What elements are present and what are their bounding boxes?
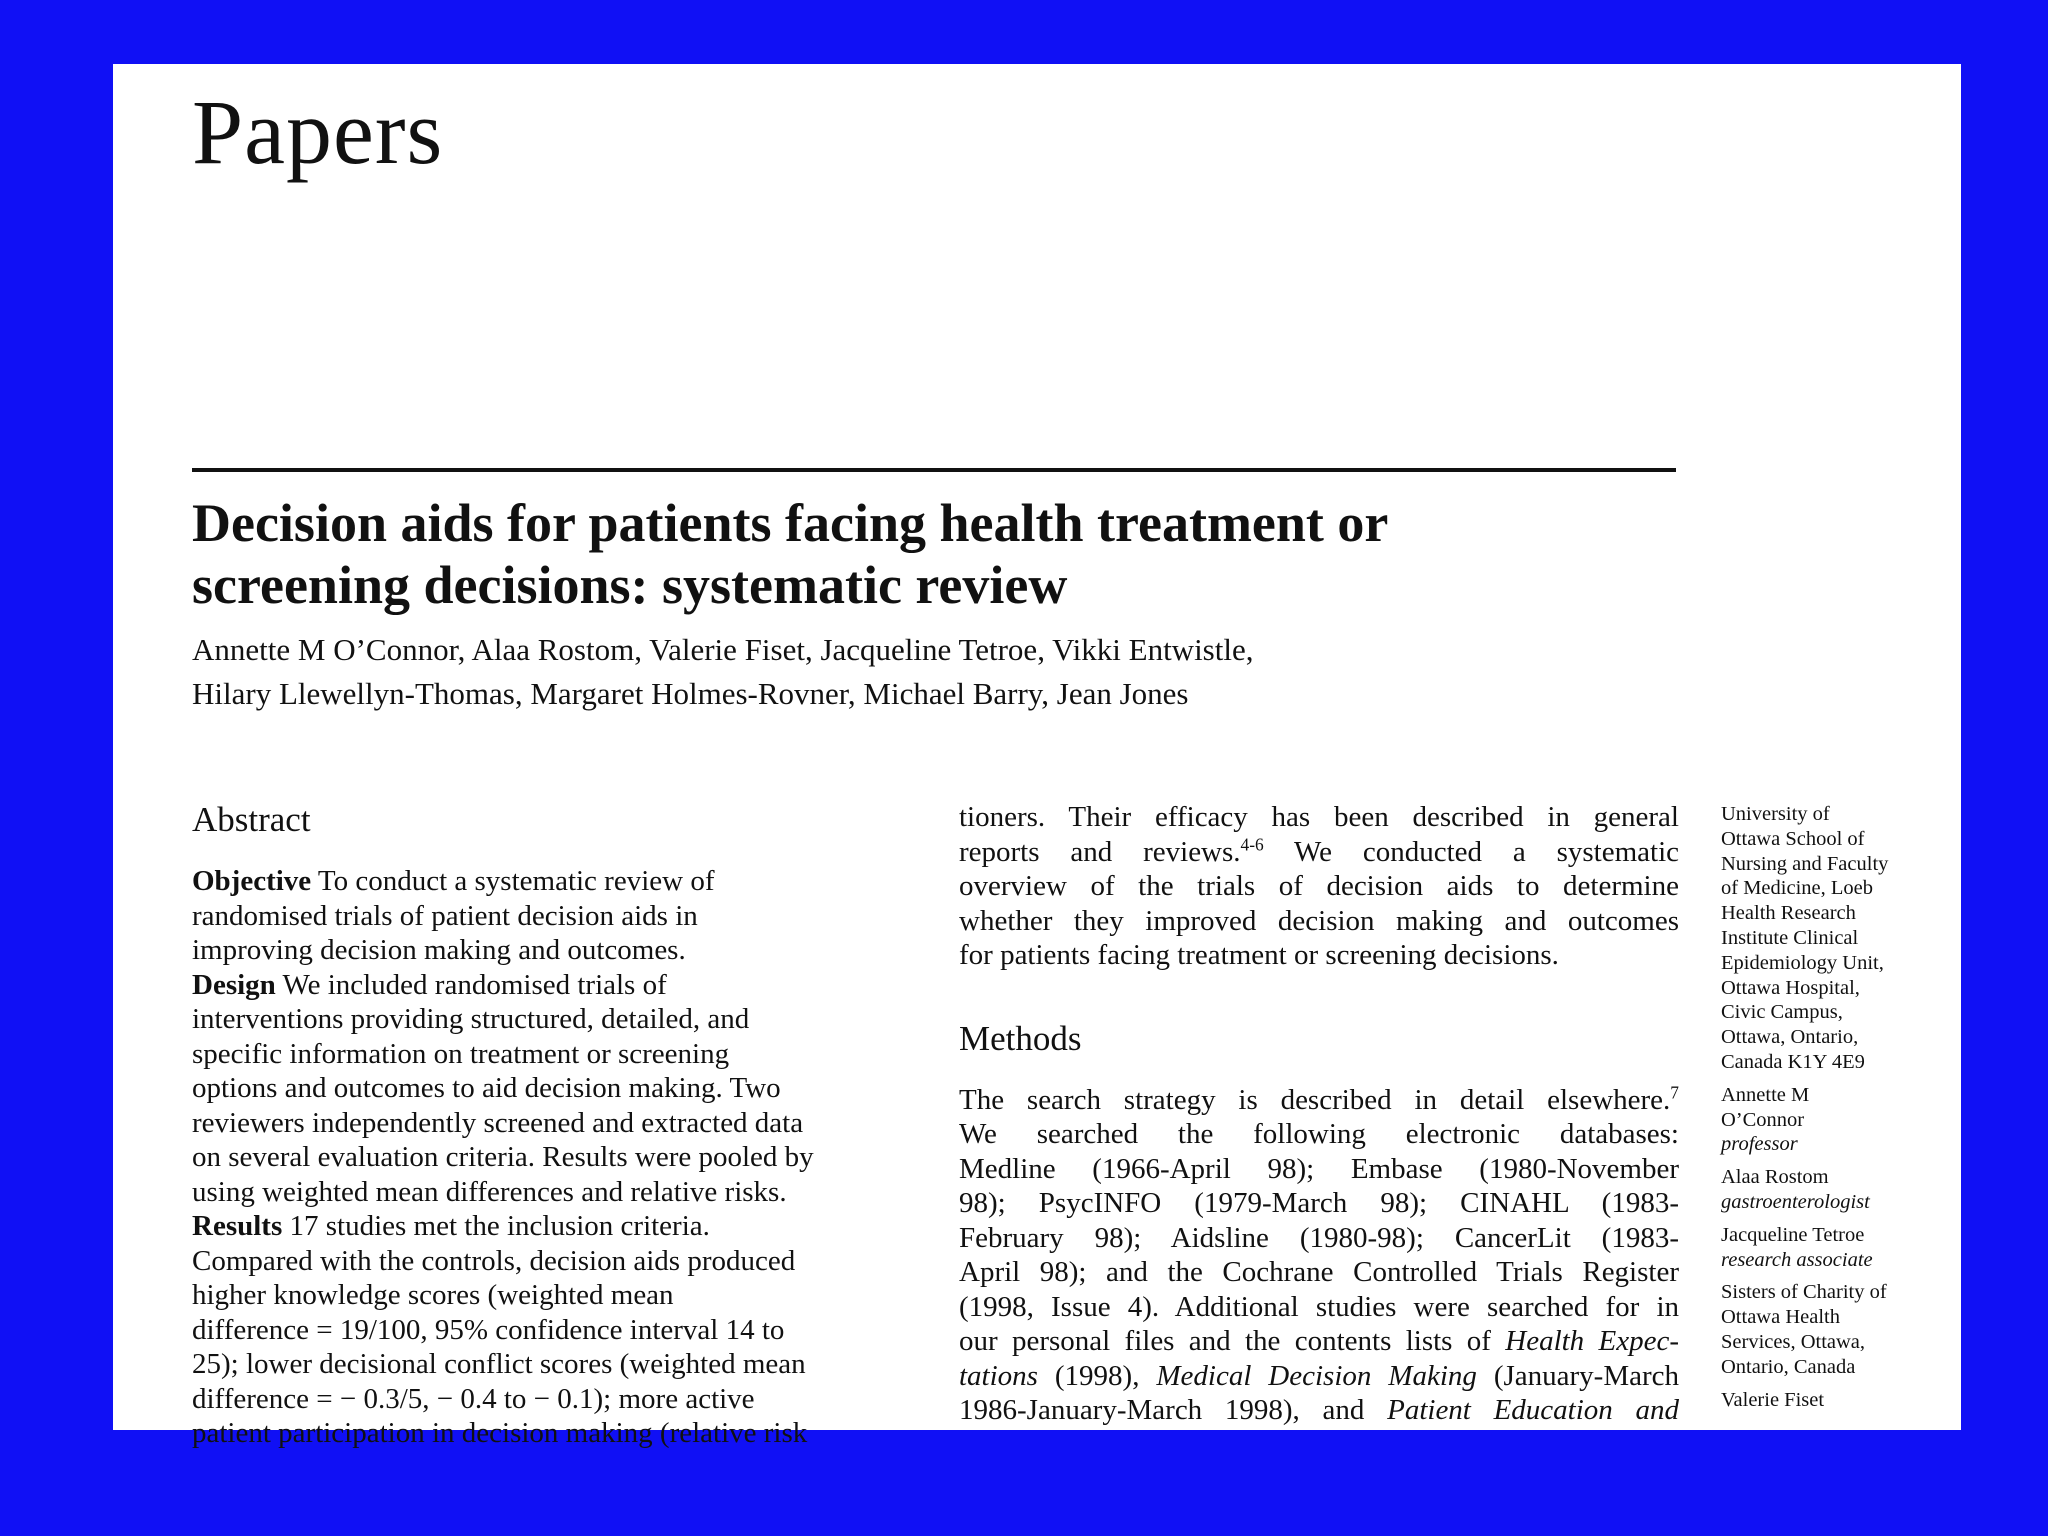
abstract-line: reviewers independently screened and extracted data <box>192 1106 804 1139</box>
abstract-body <box>192 864 912 1451</box>
body-line: for patients facing treatment or screening decisions. <box>959 939 1559 971</box>
journal-name: Health Expec- <box>1505 1325 1679 1357</box>
body-line <box>959 1393 1679 1428</box>
abstract-line: specific information on treatment or screening <box>192 1037 730 1070</box>
design-label: Design <box>192 968 276 1001</box>
results-label: Results <box>192 1210 283 1242</box>
body-line <box>959 1083 1679 1118</box>
affiliation-line: Sisters of Charity of <box>1721 1281 1887 1304</box>
header-rule <box>192 468 1676 472</box>
body-text: We conducted a systematic <box>1263 835 1679 868</box>
body-line: whether they improved decision making and outcomes <box>959 904 1679 937</box>
abstract-line: options and outcomes to aid decision making. Two <box>192 1072 781 1104</box>
body-line: tioners. Their efficacy has been described in general <box>959 801 1679 833</box>
citation: 7 <box>1670 1081 1679 1102</box>
abstract-heading: Abstract <box>192 800 311 839</box>
author-affil-name: Valerie Fiset <box>1721 1388 1825 1411</box>
body-text: (January-March <box>1476 1359 1680 1392</box>
objective-text: To conduct a systematic review of <box>311 865 715 897</box>
affiliation-line: Canada K1Y 4E9 <box>1721 1050 1865 1073</box>
abstract-line: difference = − 0.3/5, − 0.4 to − 0.1); more active <box>192 1382 755 1415</box>
affiliation-line: Ottawa, Ontario, <box>1721 1026 1859 1049</box>
body-line: Medline (1966-April 98); Embase (1980-November <box>959 1152 1679 1185</box>
citation: 4-6 <box>1240 833 1264 854</box>
author-affil-role: gastroenterologist <box>1721 1190 1870 1213</box>
methods-body <box>959 1083 1679 1428</box>
affiliation-line: Epidemiology Unit, <box>1721 951 1884 974</box>
body-text: reports and reviews. <box>959 835 1241 868</box>
abstract-line <box>192 864 912 899</box>
affiliation-line: Services, Ottawa, <box>1721 1330 1866 1353</box>
affiliation-line: Civic Campus, <box>1721 1001 1843 1024</box>
abstract-line: difference = 19/100, 95% confidence interval 14 to <box>192 1313 785 1346</box>
title-line: screening decisions: systematic review <box>192 555 1068 615</box>
affiliation-line: of Medicine, Loeb <box>1721 877 1873 900</box>
title-line: Decision aids for patients facing health treatment or <box>192 493 1389 553</box>
body-line: overview of the trials of decision aids to determine <box>959 870 1679 902</box>
abstract-line: interventions providing structured, detailed, and <box>192 1003 750 1035</box>
affiliation-line: Ontario, Canada <box>1721 1355 1856 1378</box>
author-line: Annette M O’Connor, Alaa Rostom, Valerie Fiset, Jacqueline Tetroe, Vikki Entwistle, <box>192 632 1254 667</box>
intro-continued <box>959 800 1679 973</box>
journal-page <box>113 64 1961 1449</box>
affiliation-line: Ottawa Hospital, <box>1721 976 1860 999</box>
author-affil-name: Jacqueline Tetroe <box>1721 1223 1865 1246</box>
body-text: our personal files and the contents lists of <box>959 1325 1506 1357</box>
journal-name: tations <box>959 1359 1038 1392</box>
author-affil-role: research associate <box>1721 1248 1873 1271</box>
author-affil-name: O’Connor <box>1721 1108 1805 1131</box>
abstract-line: higher knowledge scores (weighted mean <box>192 1279 674 1311</box>
abstract-column <box>192 800 912 1451</box>
body-line: 98); PsycINFO (1979-March 98); CINAHL (1983- <box>959 1187 1679 1219</box>
affiliation-line: University of <box>1721 803 1830 825</box>
affiliation-line: Ottawa Health <box>1721 1306 1840 1329</box>
body-line <box>959 1324 1679 1359</box>
abstract-line: on several evaluation criteria. Results were pooled by <box>192 1141 814 1173</box>
abstract-line: 25); lower decisional conflict scores (weighted mean <box>192 1348 806 1380</box>
results-text: 17 studies met the inclusion criteria. <box>282 1210 710 1242</box>
author-line: Hilary Llewellyn-Thomas, Margaret Holmes-Rovner, Michael Barry, Jean Jones <box>192 676 1189 711</box>
body-line: February 98); Aidsline (1980-98); CancerLit (1983- <box>959 1221 1679 1254</box>
abstract-line: improving decision making and outcomes. <box>192 934 686 966</box>
author-affil-role: professor <box>1721 1133 1798 1156</box>
body-line <box>959 835 1679 870</box>
journal-name: Medical Decision Making <box>1156 1359 1477 1392</box>
methods-heading: Methods <box>959 1018 1082 1058</box>
abstract-line: Compared with the controls, decision aids produced <box>192 1244 796 1277</box>
author-affil-name: Alaa Rostom <box>1721 1166 1829 1189</box>
main-text-column <box>959 800 1679 1428</box>
affiliation-line: Ottawa School of <box>1721 827 1865 850</box>
body-text: 1986-January-March 1998), and <box>959 1394 1388 1426</box>
body-line <box>959 1359 1679 1394</box>
affiliations-column <box>1721 802 1961 1412</box>
article-title <box>192 492 1692 616</box>
body-line: April 98); and the Cochrane Controlled Trials Register <box>959 1256 1679 1288</box>
author-list <box>192 628 1692 716</box>
author-affil-name: Annette M <box>1721 1083 1810 1106</box>
body-text: (1998), <box>1037 1359 1157 1392</box>
objective-label: Objective <box>192 865 312 897</box>
abstract-line: using weighted mean differences and relative risks. <box>192 1175 787 1208</box>
body-line: We searched the following electronic databases: <box>959 1118 1679 1150</box>
affiliation-line: Nursing and Faculty <box>1721 852 1889 875</box>
abstract-line <box>192 968 912 1003</box>
abstract-line: patient participation in decision making (relative risk <box>192 1417 808 1449</box>
abstract-line: randomised trials of patient decision aids in <box>192 899 698 932</box>
body-text: The search strategy is described in detail elsewhere. <box>959 1083 1671 1116</box>
section-label: Papers <box>192 81 444 183</box>
abstract-line <box>192 1209 912 1244</box>
affiliation-line: Institute Clinical <box>1721 926 1859 949</box>
design-text: We included randomised trials of <box>275 968 667 1001</box>
affiliation-line: Health Research <box>1721 902 1856 925</box>
body-line: (1998, Issue 4). Additional studies were searched for in <box>959 1290 1679 1323</box>
journal-name: Patient Education and <box>1387 1394 1679 1426</box>
